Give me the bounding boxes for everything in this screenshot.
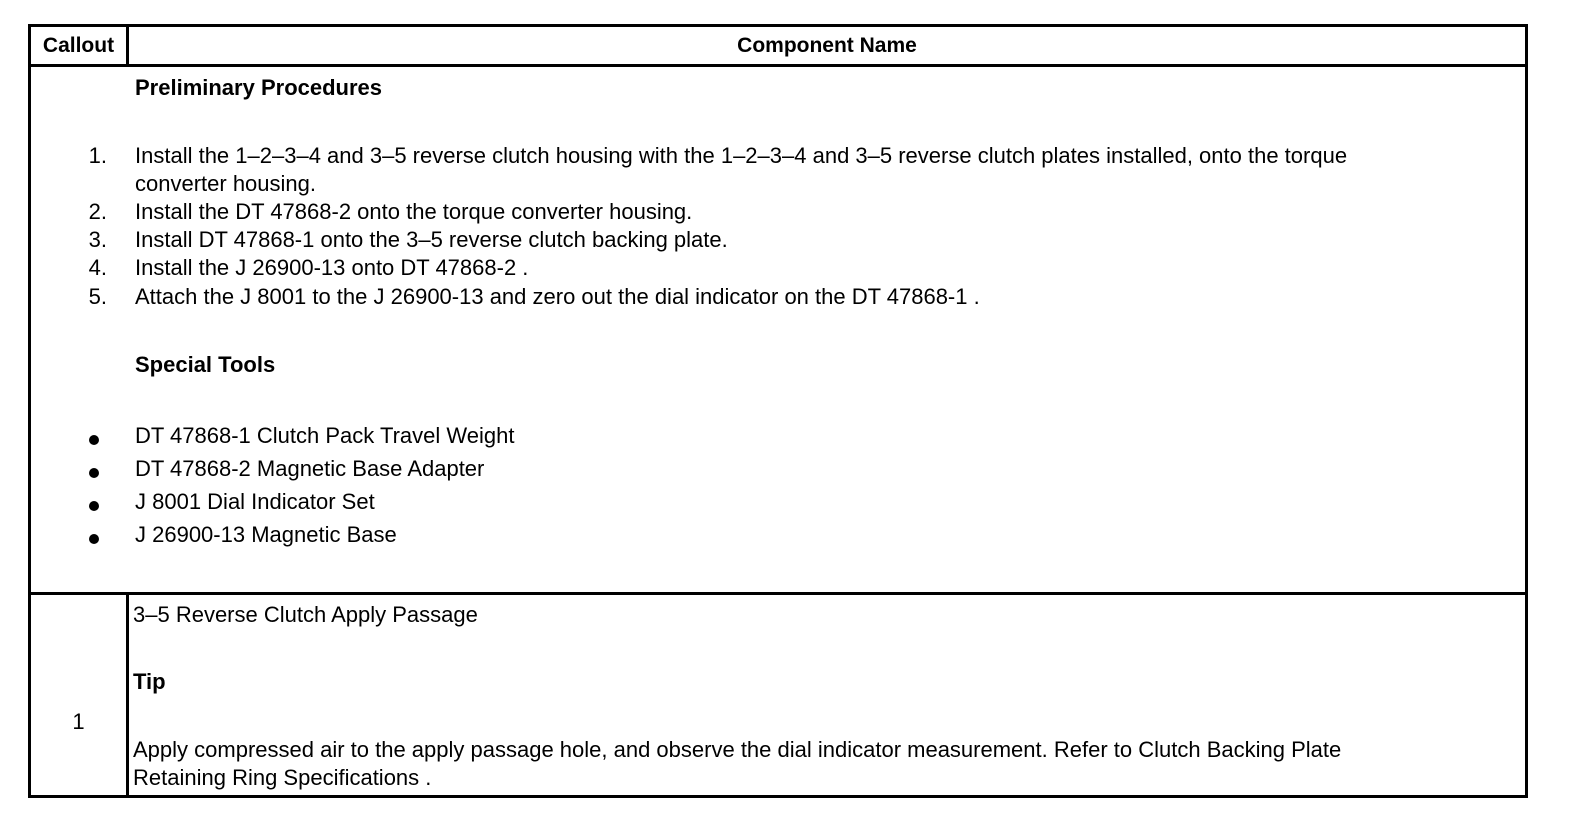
step-text: Install the J 26900-13 onto DT 47868-2 .	[135, 255, 529, 280]
tip-text: Apply compressed air to the apply passage hole, and observe the dial indicator measurement. Refer to Clutch Backing Plate	[133, 737, 1342, 762]
tool-item: J 26900-13 Magnetic Base	[135, 522, 397, 547]
step-text: Install the 1–2–3–4 and 3–5 reverse clutch housing with the 1–2–3–4 and 3–5 reverse clutch plates installed, onto the torque	[135, 143, 1348, 168]
tool-item: DT 47868-1 Clutch Pack Travel Weight	[135, 423, 515, 448]
bullet-icon	[89, 534, 99, 544]
component-name: 3–5 Reverse Clutch Apply Passage	[133, 602, 478, 627]
table-row-preliminary	[31, 67, 1525, 595]
step-text: Attach the J 8001 to the J 26900-13 and zero out the dial indicator on the DT 47868-1 .	[135, 284, 980, 309]
tool-item: J 8001 Dial Indicator Set	[135, 489, 375, 514]
step-number: 4.	[88, 255, 107, 280]
special-tools-title: Special Tools	[135, 352, 276, 377]
step-number: 2.	[88, 199, 107, 224]
bullet-icon	[89, 468, 99, 478]
step-number: 3.	[88, 227, 107, 252]
header-callout: Callout	[42, 34, 115, 57]
table-row-callout-1	[31, 595, 1525, 795]
tool-item: DT 47868-2 Magnetic Base Adapter	[135, 456, 485, 481]
column-divider	[126, 595, 129, 795]
header-component-name: Component Name	[737, 34, 917, 57]
bullet-icon	[89, 435, 99, 445]
tip-text-continued: Retaining Ring Specifications .	[133, 765, 432, 790]
step-text: Install DT 47868-1 onto the 3–5 reverse clutch backing plate.	[135, 227, 728, 252]
preliminary-procedures-title: Preliminary Procedures	[135, 75, 383, 100]
step-text-continued: converter housing.	[135, 171, 316, 196]
step-text: Install the DT 47868-2 onto the torque converter housing.	[135, 199, 693, 224]
procedure-table	[28, 24, 1528, 798]
tip-label: Tip	[133, 669, 166, 694]
step-number: 5.	[88, 284, 107, 309]
step-number: 1.	[88, 143, 107, 168]
callout-number: 1	[72, 709, 85, 734]
table-header-row	[31, 27, 1525, 67]
bullet-icon	[89, 501, 99, 511]
